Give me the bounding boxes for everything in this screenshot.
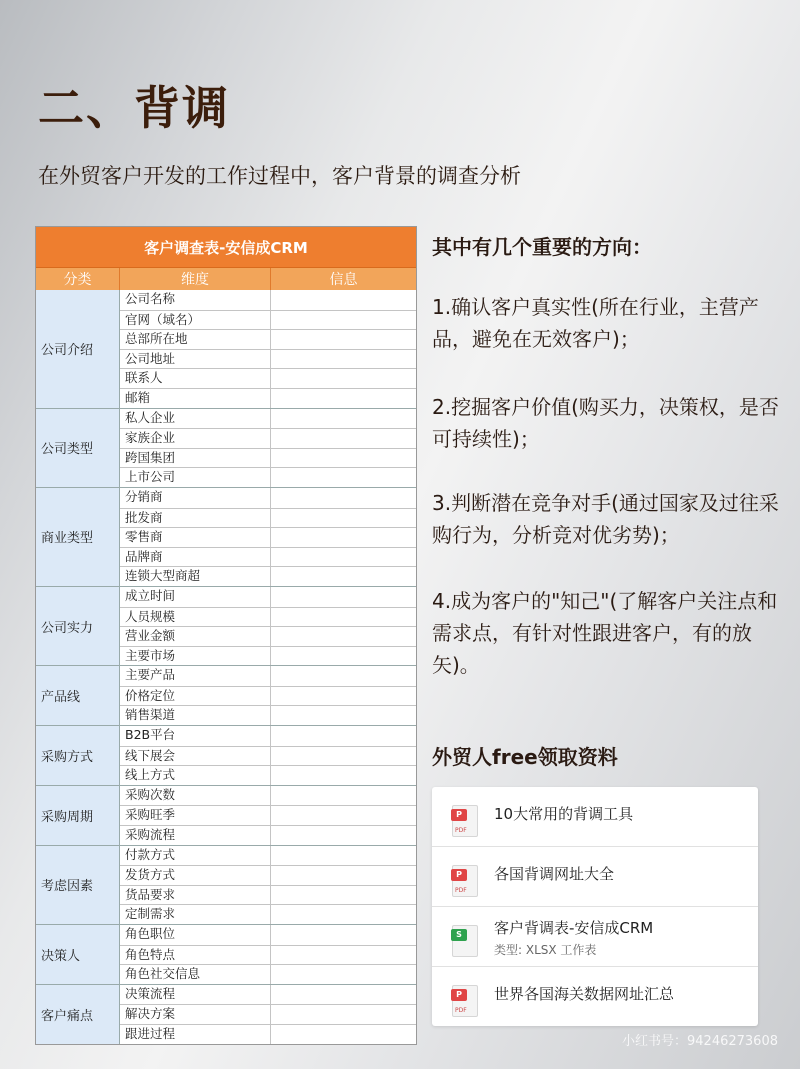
info-cell[interactable] xyxy=(271,468,416,487)
group-name: 采购周期 xyxy=(36,786,120,845)
file-type: 类型: XLSX 工作表 xyxy=(494,943,597,957)
dimension-cell: 上市公司 xyxy=(120,468,271,487)
info-cell[interactable] xyxy=(271,946,416,965)
table-group xyxy=(36,845,416,924)
dimension-cell: 连锁大型商超 xyxy=(120,567,271,586)
dimension-cell: 跟进过程 xyxy=(120,1025,271,1044)
dimension-cell: 发货方式 xyxy=(120,866,271,885)
table-row xyxy=(120,508,416,528)
dimension-cell: B2B平台 xyxy=(120,726,271,746)
dimension-cell: 总部所在地 xyxy=(120,330,271,349)
info-cell[interactable] xyxy=(271,747,416,766)
info-cell[interactable] xyxy=(271,429,416,448)
dimension-cell: 角色社交信息 xyxy=(120,965,271,984)
info-cell[interactable] xyxy=(271,509,416,528)
info-cell[interactable] xyxy=(271,449,416,468)
file-name: 10大常用的背调工具 xyxy=(494,805,634,823)
direction-point: 1.确认客户真实性(所在行业，主营产品，避免在无效客户)； xyxy=(432,295,759,351)
dimension-cell: 采购旺季 xyxy=(120,806,271,825)
info-cell[interactable] xyxy=(271,766,416,785)
dimension-cell: 批发商 xyxy=(120,509,271,528)
header-category: 分类 xyxy=(36,268,120,290)
table-row xyxy=(120,428,416,448)
table-row xyxy=(120,925,416,945)
info-cell[interactable] xyxy=(271,1005,416,1024)
info-cell[interactable] xyxy=(271,786,416,806)
header-info: 信息 xyxy=(329,272,358,288)
dimension-cell: 采购次数 xyxy=(120,786,271,806)
dimension-cell: 成立时间 xyxy=(120,587,271,607)
dimension-cell: 官网（域名） xyxy=(120,311,271,330)
table-row xyxy=(120,964,416,984)
info-cell[interactable] xyxy=(271,311,416,330)
file-name: 世界各国海关数据网址汇总 xyxy=(494,985,675,1003)
info-cell[interactable] xyxy=(271,330,416,349)
table-title: 客户调查表-安信成CRM xyxy=(36,227,416,268)
header-dimension: 维度 xyxy=(120,268,271,290)
group-name: 考虑因素 xyxy=(36,846,120,924)
dimension-cell: 货品要求 xyxy=(120,886,271,905)
direction-point: 2.挖掘客户价值(购买力，决策权，是否可持续性)； xyxy=(432,395,779,451)
direction-point: 4.成为客户的"知己"(了解客户关注点和需求点，有针对性跟进客户，有的放矢)。 xyxy=(432,589,778,677)
file-card[interactable] xyxy=(432,966,758,1026)
dimension-cell: 主要产品 xyxy=(120,666,271,686)
info-cell[interactable] xyxy=(271,905,416,924)
info-cell[interactable] xyxy=(271,488,416,508)
table-group xyxy=(36,725,416,785)
directions-title: 其中有几个重要的方向： xyxy=(432,235,652,259)
table-row xyxy=(120,705,416,725)
info-cell[interactable] xyxy=(271,706,416,725)
table-row xyxy=(120,547,416,567)
group-name: 公司实力 xyxy=(36,587,120,665)
info-cell[interactable] xyxy=(271,666,416,686)
table-row xyxy=(120,448,416,468)
group-name: 采购方式 xyxy=(36,726,120,785)
dimension-cell: 跨国集团 xyxy=(120,449,271,468)
dimension-cell: 公司地址 xyxy=(120,350,271,369)
table-row xyxy=(120,626,416,646)
info-cell[interactable] xyxy=(271,369,416,388)
group-name: 商业类型 xyxy=(36,488,120,586)
info-cell[interactable] xyxy=(271,806,416,825)
table-row xyxy=(120,904,416,924)
dimension-cell: 私人企业 xyxy=(120,409,271,429)
table-body xyxy=(36,290,416,1044)
info-cell[interactable] xyxy=(271,587,416,607)
pdf-file-icon: P PDF xyxy=(452,805,478,837)
group-name: 产品线 xyxy=(36,666,120,725)
table-row xyxy=(120,945,416,965)
file-name: 客户背调表-安信成CRM xyxy=(494,919,654,937)
table-row xyxy=(120,310,416,330)
group-name: 决策人 xyxy=(36,925,120,984)
table-row xyxy=(120,1024,416,1044)
file-card[interactable] xyxy=(432,846,758,906)
dimension-cell: 线上方式 xyxy=(120,766,271,785)
info-cell[interactable] xyxy=(271,866,416,885)
dimension-cell: 品牌商 xyxy=(120,548,271,567)
info-cell[interactable] xyxy=(271,290,416,310)
info-cell[interactable] xyxy=(271,965,416,984)
info-cell[interactable] xyxy=(271,726,416,746)
table-row xyxy=(120,388,416,408)
group-name: 客户痛点 xyxy=(36,985,120,1044)
table-row xyxy=(120,409,416,429)
info-cell[interactable] xyxy=(271,389,416,408)
table-row xyxy=(120,607,416,627)
table-row xyxy=(120,566,416,586)
table-row xyxy=(120,846,416,866)
page-subtitle: 在外贸客户开发的工作过程中，客户背景的调查分析 xyxy=(38,164,521,188)
file-card[interactable] xyxy=(432,787,758,846)
customer-survey-table xyxy=(35,226,417,1045)
dimension-cell: 定制需求 xyxy=(120,905,271,924)
table-row xyxy=(120,786,416,806)
info-cell[interactable] xyxy=(271,846,416,866)
table-group xyxy=(36,665,416,725)
dimension-cell: 角色职位 xyxy=(120,925,271,945)
info-cell[interactable] xyxy=(271,548,416,567)
pdf-file-icon: P PDF xyxy=(452,985,478,1017)
dimension-cell: 解决方案 xyxy=(120,1005,271,1024)
table-group xyxy=(36,487,416,586)
table-group xyxy=(36,290,416,408)
info-cell[interactable] xyxy=(271,627,416,646)
table-row xyxy=(120,467,416,487)
table-row xyxy=(120,805,416,825)
table-group xyxy=(36,785,416,845)
table-row xyxy=(120,865,416,885)
dimension-cell: 角色特点 xyxy=(120,946,271,965)
dimension-cell: 销售渠道 xyxy=(120,706,271,725)
table-header xyxy=(36,268,416,290)
table-row xyxy=(120,765,416,785)
dimension-cell: 分销商 xyxy=(120,488,271,508)
file-name: 各国背调网址大全 xyxy=(494,865,615,883)
table-row xyxy=(120,646,416,666)
info-cell[interactable] xyxy=(271,886,416,905)
table-row xyxy=(120,746,416,766)
info-cell[interactable] xyxy=(271,687,416,706)
table-group xyxy=(36,408,416,487)
table-row xyxy=(120,527,416,547)
dimension-cell: 主要市场 xyxy=(120,647,271,666)
table-group xyxy=(36,984,416,1044)
dimension-cell: 决策流程 xyxy=(120,985,271,1005)
file-list xyxy=(432,787,758,1026)
page-title: 二、背调 xyxy=(38,81,230,135)
info-cell[interactable] xyxy=(271,925,416,945)
table-row xyxy=(120,985,416,1005)
dimension-cell: 价格定位 xyxy=(120,687,271,706)
table-row xyxy=(120,726,416,746)
dimension-cell: 营业金额 xyxy=(120,627,271,646)
xlsx-file-icon: S xyxy=(452,925,478,957)
info-cell[interactable] xyxy=(271,528,416,547)
dimension-cell: 采购流程 xyxy=(120,826,271,845)
dimension-cell: 线下展会 xyxy=(120,747,271,766)
table-row xyxy=(120,686,416,706)
info-cell[interactable] xyxy=(271,1025,416,1044)
table-row xyxy=(120,488,416,508)
file-card[interactable] xyxy=(432,906,758,966)
pdf-file-icon: P PDF xyxy=(452,865,478,897)
table-row xyxy=(120,825,416,845)
dimension-cell: 联系人 xyxy=(120,369,271,388)
table-row xyxy=(120,368,416,388)
info-cell[interactable] xyxy=(271,350,416,369)
resources-title: 外贸人free领取资料 xyxy=(432,745,618,769)
info-cell[interactable] xyxy=(271,647,416,666)
dimension-cell: 公司名称 xyxy=(120,290,271,310)
table-group xyxy=(36,586,416,665)
info-cell[interactable] xyxy=(271,608,416,627)
table-row xyxy=(120,666,416,686)
info-cell[interactable] xyxy=(271,567,416,586)
watermark: 小红书号：94246273608 xyxy=(622,1034,778,1049)
dimension-cell: 零售商 xyxy=(120,528,271,547)
table-row xyxy=(120,1004,416,1024)
table-row xyxy=(120,349,416,369)
table-row xyxy=(120,587,416,607)
group-name: 公司类型 xyxy=(36,409,120,487)
dimension-cell: 人员规模 xyxy=(120,608,271,627)
dimension-cell: 付款方式 xyxy=(120,846,271,866)
info-cell[interactable] xyxy=(271,826,416,845)
info-cell[interactable] xyxy=(271,985,416,1005)
table-row xyxy=(120,290,416,310)
table-group xyxy=(36,924,416,984)
dimension-cell: 家族企业 xyxy=(120,429,271,448)
table-row xyxy=(120,329,416,349)
direction-point: 3.判断潜在竞争对手(通过国家及过往采购行为，分析竞对优劣势)； xyxy=(432,491,779,547)
dimension-cell: 邮箱 xyxy=(120,389,271,408)
group-name: 公司介绍 xyxy=(36,290,120,408)
table-row xyxy=(120,885,416,905)
info-cell[interactable] xyxy=(271,409,416,429)
